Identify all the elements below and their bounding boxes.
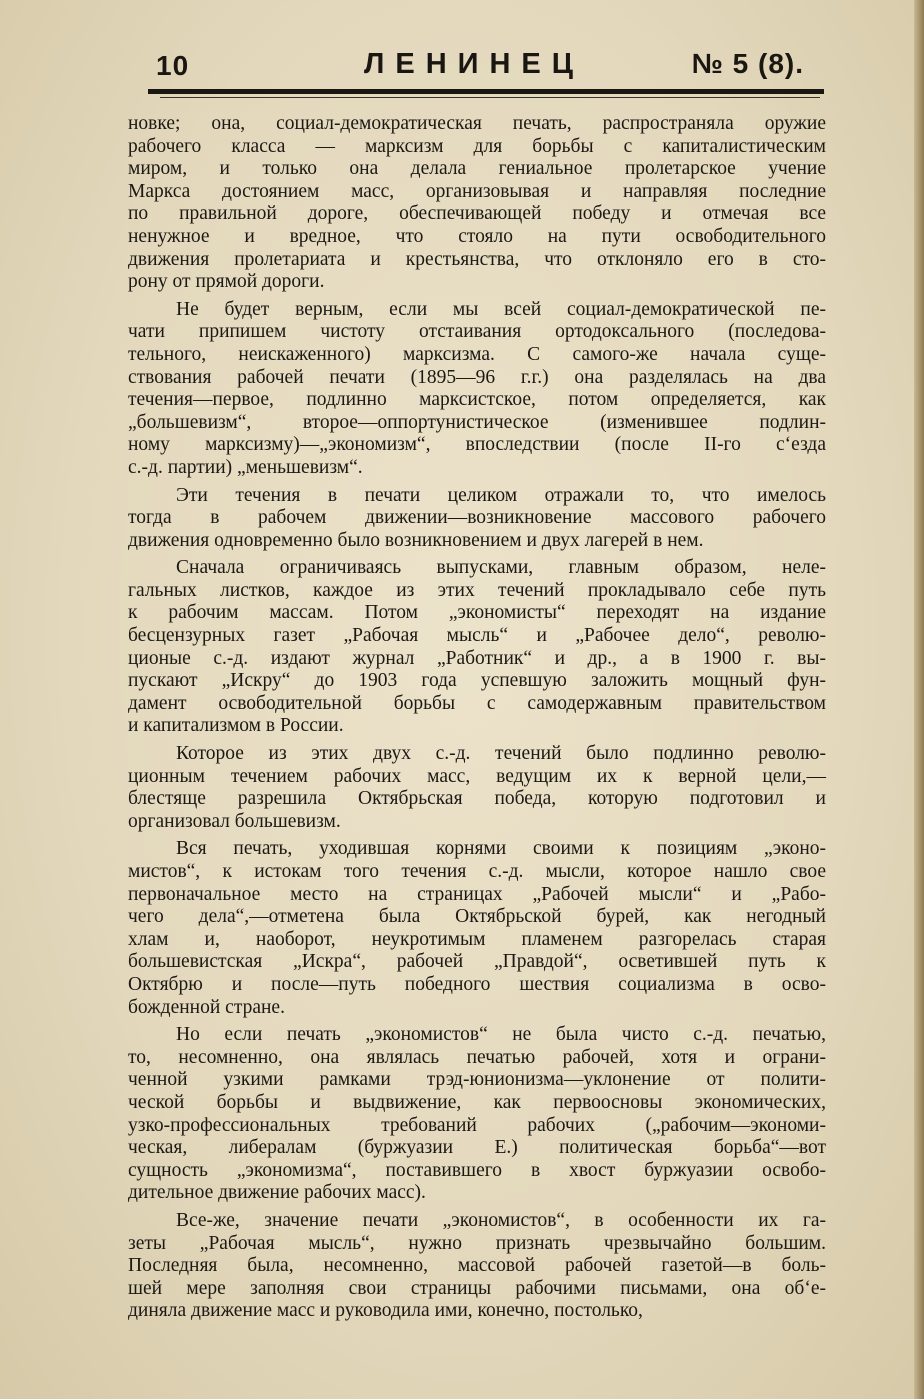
running-header	[152, 44, 824, 86]
text-line: ствования рабочей печати (1895—96 г.г.) она разделялась на два	[128, 366, 826, 388]
page-number: 10	[156, 50, 190, 81]
text-line: Маркса достоянием масс, организовывая и направляя последние	[128, 180, 826, 202]
text-line: рону от прямой дороги.	[128, 271, 325, 293]
text-line: то, несомненно, она являлась печатью рабочей, хотя и ограни-	[128, 1046, 826, 1068]
journal-title: ЛЕНИНЕЦ	[364, 48, 584, 80]
text-line: первоначальное место на страницах „Рабочей мысли“ и „Рабо-	[128, 883, 826, 905]
text-line: Сначала ограничиваясь выпусками, главным образом, неле-	[176, 557, 826, 579]
text-line: миром, и только она делала гениальное пролетарское учение	[128, 158, 826, 180]
text-line: течения—первое, подлинно марксистское, потом определяется, как	[128, 389, 826, 411]
text-line: тогда в рабочем движении—возникновение массового рабочего	[128, 507, 826, 529]
paragraph	[128, 1024, 826, 1205]
text-line: движения пролетариата и крестьянства, что отклоняло его в сто-	[128, 248, 826, 270]
text-line: божденной стране.	[128, 996, 285, 1018]
text-line: Октябрю и после—путь победного шествия социализма в осво-	[128, 973, 826, 995]
text-line: дамент освободительной борьбы с самодержавным правительством	[128, 692, 826, 714]
issue-number: № 5 (8).	[691, 48, 804, 79]
paragraph	[128, 743, 826, 833]
text-line: чати припишем чистоту отстаивания ортодоксального (последова-	[128, 321, 826, 343]
text-line: ному марксизму)—„экономизм“, впоследствии (после II-го с‘езда	[128, 434, 826, 456]
text-line: Вся печать, уходившая корнями своими к позициям „эконо-	[176, 838, 826, 860]
text-line: с.-д. партии) „меньшевизм“.	[128, 456, 363, 478]
text-line: сущность „экономизма“, поставившего в хвост буржуазии освобо-	[128, 1159, 826, 1181]
text-line: ционным течением рабочих масс, ведущим их к верной цели,—	[128, 765, 826, 787]
page-edge-shadow	[914, 0, 924, 1399]
text-line: ченной узкими рамками трэд-юнионизма—уклонение от полити-	[128, 1069, 826, 1091]
header-rule	[148, 89, 824, 94]
text-line: ческой борьбы и выдвижение, как первоосновы экономических,	[128, 1091, 826, 1113]
text-line: Эти течения в печати целиком отражали то, что имелось	[176, 484, 826, 506]
text-line: блестяще разрешила Октябрьская победа, которую подготовил и	[128, 788, 826, 810]
text-line: чего дела“,—отметена была Октябрьской бурей, как негодный	[128, 906, 826, 928]
text-line: движения одновременно было возникновением и двух лагерей в нем.	[128, 529, 704, 551]
text-line: хлам и, наоборот, неукротимым пламенем разгорелась старая	[128, 928, 826, 950]
paragraph	[128, 1210, 826, 1323]
text-line: и капитализмом в России.	[128, 715, 344, 737]
text-line: тельного, неискаженного) марксизма. С самого-же начала суще-	[128, 343, 826, 365]
text-line: рабочего класса — марксизм для борьбы с капиталистическим	[128, 135, 826, 157]
text-line: Не будет верным, если мы всей социал-демократической пе-	[176, 298, 826, 320]
text-line: гальных листков, каждое из этих течений прокладывало себе путь	[128, 579, 826, 601]
text-line: узко-профессиональных требований рабочих („рабочим—экономи-	[128, 1114, 826, 1136]
paragraph	[128, 557, 826, 738]
text-line: шей мере заполняя свои страницы рабочими письмами, она об‘е-	[128, 1277, 826, 1299]
article-body	[128, 113, 826, 1328]
text-line: ненужное и вредное, что стояло на пути освободительного	[128, 225, 826, 247]
text-line: „большевизм“, второе—оппортунистическое (изменившее подлин-	[128, 411, 826, 433]
paragraph	[128, 838, 826, 1019]
text-line: Последняя была, несомненно, массовой рабочей газетой—в боль-	[128, 1255, 826, 1277]
text-line: Которое из этих двух с.-д. течений было подлинно револю-	[176, 743, 826, 765]
text-line: Все-же, значение печати „экономистов“, в особенности их га-	[176, 1209, 826, 1231]
text-line: Но если печать „экономистов“ не была чисто с.-д. печатью,	[176, 1024, 826, 1046]
text-line: организовал большевизм.	[128, 810, 341, 832]
text-line: по правильной дороге, обеспечивающей победу и отмечая все	[128, 203, 826, 225]
paragraph	[128, 299, 826, 480]
text-line: дительное движение рабочих масс).	[128, 1182, 426, 1204]
text-line: бесцензурных газет „Рабочая мысль“ и „Рабочее дело“, револю-	[128, 625, 826, 647]
text-line: ционые с.-д. издают журнал „Работник“ и др., а в 1900 г. вы-	[128, 647, 826, 669]
text-line: пускают „Искру“ до 1903 года успевшую заложить мощный фун-	[128, 670, 826, 692]
text-line: зеты „Рабочая мысль“, нужно признать чрезвычайно большим.	[128, 1232, 826, 1254]
text-line: диняла движение масс и руководила ими, конечно, постолько,	[128, 1300, 643, 1322]
text-line: новке; она, социал-демократическая печать, распространяла оружие	[128, 113, 826, 134]
text-line: ческая, либералам (буржуазии Е.) политическая борьба“—вот	[128, 1137, 826, 1159]
text-line: большевистская „Искра“, рабочей „Правдой“, осветившей путь к	[128, 951, 826, 973]
paragraph	[128, 113, 826, 294]
paragraph	[128, 485, 826, 553]
text-line: мистов“, к истокам того течения с.-д. мысли, которое нашло свое	[128, 861, 826, 882]
text-line: к рабочим массам. Потом „экономисты“ переходят на издание	[128, 602, 826, 624]
header-rule-thin	[160, 97, 820, 98]
